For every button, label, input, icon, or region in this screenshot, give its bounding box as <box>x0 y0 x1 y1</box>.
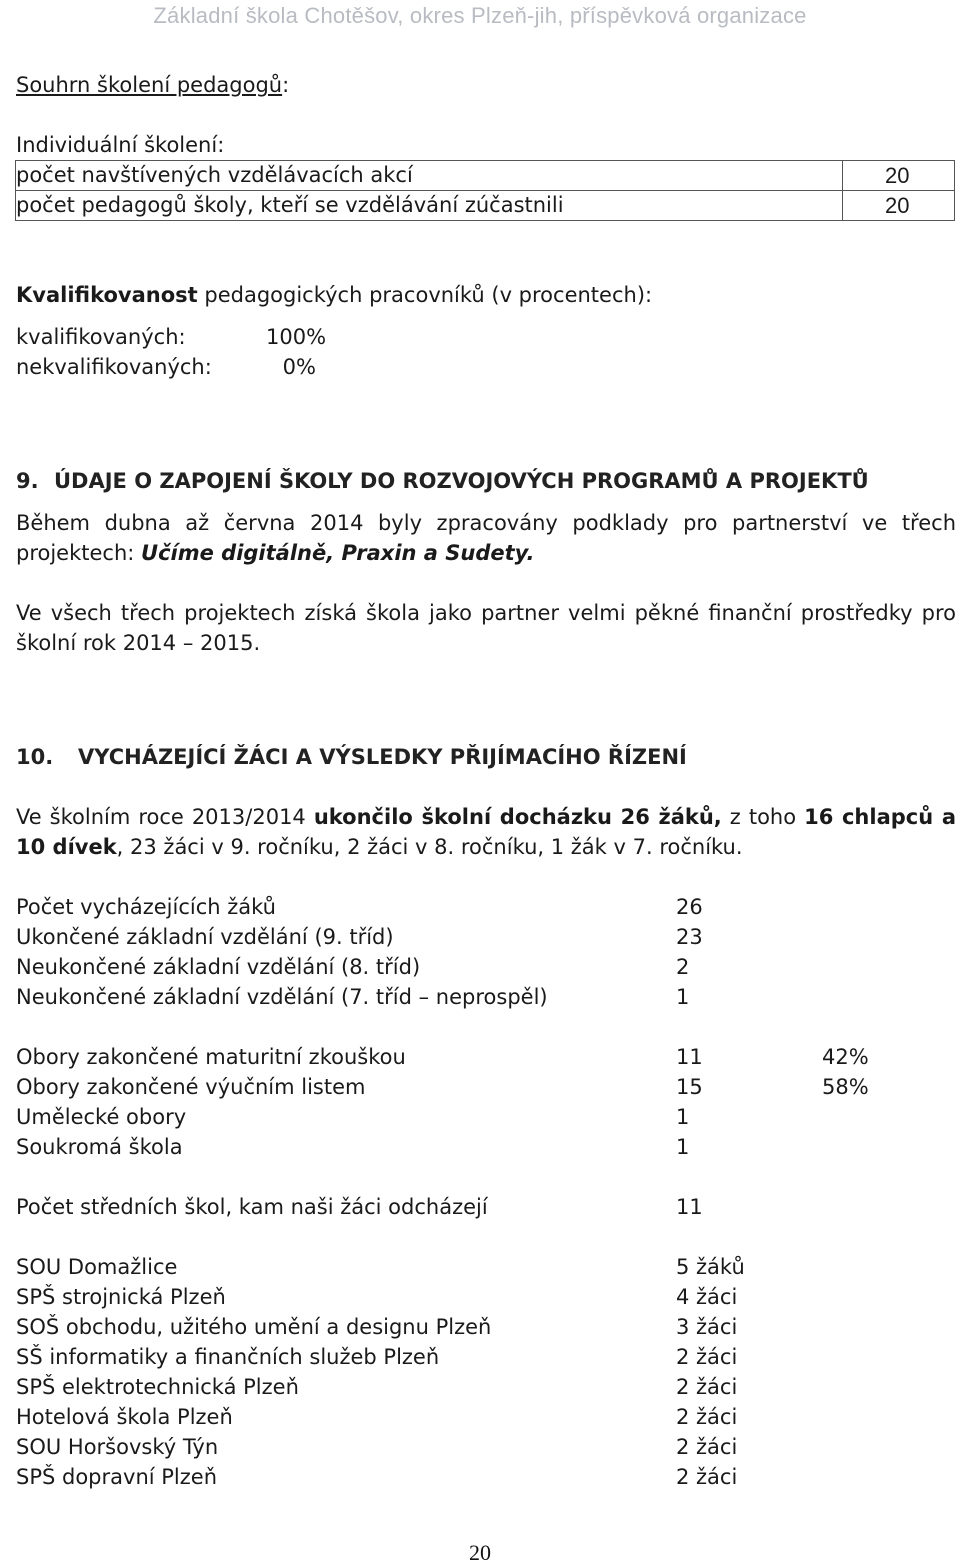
paragraph-bold: ukončilo školní docházku 26 žáků, <box>313 805 722 829</box>
list-item <box>16 1282 956 1312</box>
school-count: 2 žáci <box>676 1375 738 1399</box>
list-item-value: 2 <box>676 955 690 979</box>
table-row <box>16 161 955 191</box>
schools-count-label: Počet středních škol, kam naši žáci odcházejí <box>16 1195 488 1219</box>
qualification-title <box>16 280 956 310</box>
list-item <box>16 982 956 1012</box>
school-count: 3 žáci <box>676 1315 738 1339</box>
list-item <box>16 952 956 982</box>
section-9-paragraph-2: Ve všech třech projektech získá škola jako partner velmi pěkné finanční prostředky pro školní rok 2014 – 2015. <box>16 601 956 655</box>
table-cell-value: 20 <box>843 161 955 191</box>
paragraph-text: Během dubna až června 2014 byly zpracovány podklady pro partnerství ve třech projektech: <box>16 511 956 565</box>
school-name: SPŠ elektrotechnická Plzeň <box>16 1375 299 1399</box>
list-item-value: 1 <box>676 985 690 1009</box>
list-item-label: Obory zakončené výučním listem <box>16 1075 366 1099</box>
fields-list <box>16 1042 956 1162</box>
qualification-label: kvalifikovaných: <box>16 325 186 349</box>
paragraph-bold: 16 chlapců a 10 dívek <box>16 805 956 859</box>
list-item-label: Ukončené základní vzdělání (9. tříd) <box>16 925 394 949</box>
school-count: 4 žáci <box>676 1285 738 1309</box>
list-item-percent <box>822 1132 942 1162</box>
list-item-label: Soukromá škola <box>16 1135 183 1159</box>
list-item-value: 11 <box>676 1045 703 1069</box>
list-item-label: Obory zakončené maturitní zkouškou <box>16 1045 406 1069</box>
list-item-value: 23 <box>676 925 703 949</box>
school-name: SOU Domažlice <box>16 1255 178 1279</box>
list-item-value: 15 <box>676 1075 703 1099</box>
list-item-label: Umělecké obory <box>16 1105 187 1129</box>
list-item <box>16 1072 956 1102</box>
table-cell-label: počet navštívených vzdělávacích akcí <box>16 161 843 191</box>
school-name: SPŠ strojnická Plzeň <box>16 1285 226 1309</box>
list-item-value: 1 <box>676 1105 690 1129</box>
list-item-label: Neukončené základní vzdělání (7. tříd – neprospěl) <box>16 985 548 1009</box>
list-item <box>16 1432 956 1462</box>
school-count: 2 žáci <box>676 1435 738 1459</box>
list-item <box>16 1102 956 1132</box>
leavers-list <box>16 892 956 1012</box>
list-item <box>16 1132 956 1162</box>
section-9-title: ÚDAJE O ZAPOJENÍ ŠKOLY DO ROZVOJOVÝCH PROGRAMŮ A PROJEKTŮ <box>54 469 869 493</box>
list-item <box>16 1342 956 1372</box>
school-name: SPŠ dopravní Plzeň <box>16 1465 218 1489</box>
list-item-label: Neukončené základní vzdělání (8. tříd) <box>16 955 421 979</box>
paragraph-text: , 23 žáci v 9. ročníku, 2 žáci v 8. ročníku, 1 žák v 7. ročníku. <box>116 835 743 859</box>
school-name: Hotelová škola Plzeň <box>16 1405 233 1429</box>
qualification-label: nekvalifikovaných: <box>16 355 212 379</box>
section-10-number: 10. <box>16 745 54 769</box>
list-item <box>16 1372 956 1402</box>
training-title <box>16 70 956 100</box>
section-10-title: VYCHÁZEJÍCÍ ŽÁCI A VÝSLEDKY PŘIJÍMACÍHO ŘÍZENÍ <box>78 745 687 769</box>
table-row <box>16 191 955 221</box>
school-name: SOŠ obchodu, užitého umění a designu Plzeň <box>16 1315 492 1339</box>
table-cell-value: 20 <box>843 191 955 221</box>
qualification-title-bold: Kvalifikovanost <box>16 283 198 307</box>
paragraph-text: z toho <box>721 805 805 829</box>
schools-count-row <box>16 1192 956 1222</box>
list-item <box>16 1462 956 1492</box>
paragraph-end: . <box>526 541 535 565</box>
qualification-row <box>16 322 956 352</box>
list-item-percent <box>822 1102 942 1132</box>
project-names: Učíme digitálně, Praxin a Sudety <box>141 541 527 565</box>
paragraph-text: Ve školním roce 2013/2014 <box>16 805 314 829</box>
list-item-percent: 42% <box>822 1045 869 1069</box>
qualification-row <box>16 352 956 382</box>
table-cell-label: počet pedagogů školy, kteří se vzdělávání zúčastnili <box>16 191 843 221</box>
document-body <box>16 70 956 1492</box>
schools-list <box>16 1252 956 1492</box>
school-count: 2 žáci <box>676 1405 738 1429</box>
section-10-paragraph <box>16 802 956 862</box>
training-table <box>15 160 955 221</box>
list-item-value: 26 <box>676 895 703 919</box>
school-count: 5 žáků <box>676 1255 745 1279</box>
page-header: Základní škola Chotěšov, okres Plzeň-jih, příspěvková organizace <box>153 3 807 28</box>
section-10-heading <box>16 742 956 772</box>
training-title-text: Souhrn školení pedagogů <box>16 73 283 97</box>
individual-training-label: Individuální školení: <box>16 133 225 157</box>
list-item-label: Počet vycházejících žáků <box>16 895 276 919</box>
page-number: 20 <box>469 1540 491 1565</box>
school-name: SOU Horšovský Týn <box>16 1435 219 1459</box>
qualification-value: 0% <box>282 355 316 379</box>
list-item-percent: 58% <box>822 1075 869 1099</box>
schools-count-value: 11 <box>676 1195 703 1219</box>
qualification-value: 100% <box>266 325 327 349</box>
list-item <box>16 922 956 952</box>
list-item <box>16 1402 956 1432</box>
school-name: SŠ informatiky a finančních služeb Plzeň <box>16 1345 440 1369</box>
section-9-number: 9. <box>16 469 39 493</box>
training-title-colon: : <box>282 73 290 97</box>
section-9-heading <box>16 466 956 496</box>
school-count: 2 žáci <box>676 1345 738 1369</box>
school-count: 2 žáci <box>676 1465 738 1489</box>
qualification-title-rest: pedagogických pracovníků (v procentech): <box>197 283 653 307</box>
list-item <box>16 1252 956 1282</box>
list-item-value: 1 <box>676 1135 690 1159</box>
list-item <box>16 1042 956 1072</box>
list-item <box>16 1312 956 1342</box>
list-item <box>16 892 956 922</box>
section-9-paragraph-1 <box>16 508 956 568</box>
